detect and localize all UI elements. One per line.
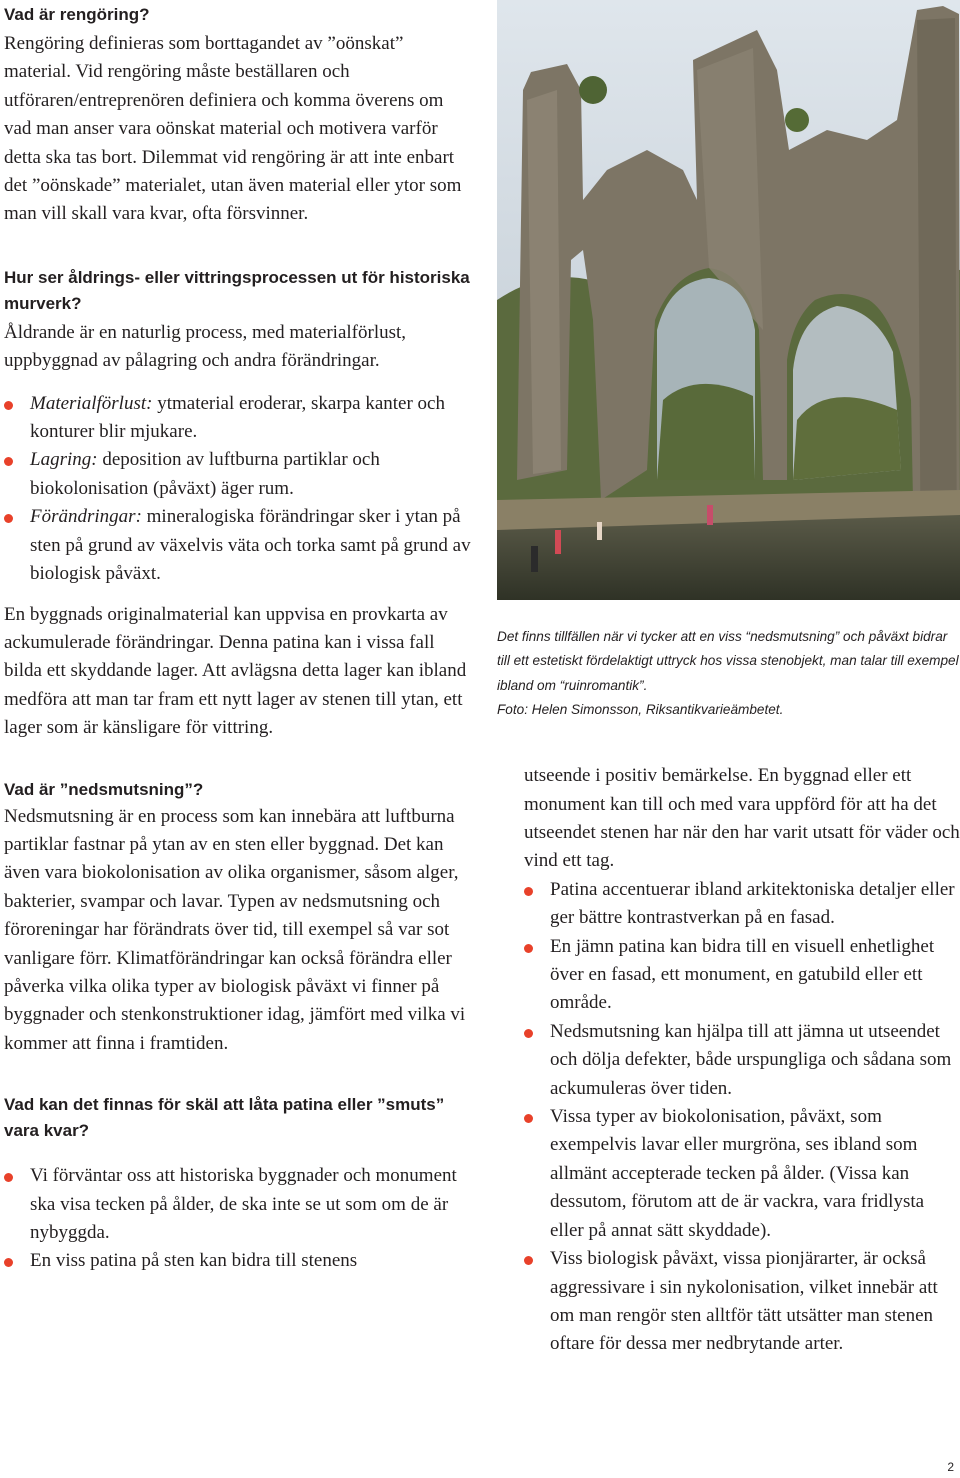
term-label: Lagring: <box>30 449 98 471</box>
list-item-text: Viss biologisk påväxt, vissa pionjärarter, är också aggressivare i sin nykolonisation, vilket innebär att om man rengör sten alltför tätt utsätter man stenen oftare för dessa mer nedbrytande arter. <box>550 1248 938 1355</box>
right-body <box>497 762 960 1359</box>
list-item <box>4 446 474 503</box>
list-item <box>4 1162 474 1247</box>
paragraph-nedsmutsning: Nedsmutsning är en process som kan innebära att luftburna partiklar fastnar på ytan av en sten eller byggnad. Det kan även vara biokolonisation av olika organismer, såsom alger, bakterier, svampar och lavar. Typen av nedsmutsning och föroreningar har förändrats över tid, till exempel så var sot vanligare förr. Klimatförändringar kan också förändra eller påverka vilka olika typer av biologisk påväxt vi finner på byggnader och stenkonstruktioner idag, jämfört med vilka vi kommer att finna i framtiden. <box>4 805 466 1054</box>
bullet-dot <box>4 1258 13 1267</box>
list-item <box>524 1018 960 1103</box>
list-item <box>4 390 474 447</box>
list-item <box>4 1247 474 1275</box>
left-column <box>4 0 474 1276</box>
reasons-list <box>4 1162 474 1276</box>
list-item-text: En jämn patina kan bidra till en visuell enhetlighet över en fasad, ett monument, en gatubild eller ett område. <box>550 935 935 1014</box>
paragraph-aldrande: Åldrande är en naturlig process, med materialförlust, uppbyggnad av pålagring och andra förändringar. <box>4 321 407 372</box>
term-label: Materialförlust: <box>30 392 153 414</box>
bullet-dot <box>4 401 13 410</box>
bullet-dot <box>4 457 13 466</box>
list-item <box>524 1245 960 1359</box>
list-item <box>524 933 960 1018</box>
list-item-text: Vi förväntar oss att historiska byggnader och monument ska visa tecken på ålder, de ska inte se ut som om de är nybyggda. <box>30 1165 457 1243</box>
paragraph-continuation: utseende i positiv bemärkelse. En byggnad eller ett monument kan till och med vara uppförd för att ha det utseendet stenen har när den har varit utsatt för väder och vind ett tag. <box>524 765 960 872</box>
paragraph-originalmaterial: En byggnads originalmaterial kan uppvisa en provkarta av ackumulerade förändringar. Denna patina kan i vissa fall bilda ett skyddande lager. Att avlägsna detta lager kan ibland medföra att man tar fram ett nytt lager av stenen till ytan, ett lager som är känsligare för vittring. <box>4 603 467 739</box>
list-item <box>524 1103 960 1245</box>
heading-vad-ar-rengoring: Vad är rengöring? <box>4 5 150 24</box>
bullet-dot <box>524 887 533 896</box>
heading-aldringsprocess: Hur ser åldrings- eller vittringsprocessen ut för historiska murverk? <box>4 267 470 313</box>
aqueduct-photo <box>497 0 960 600</box>
term-text: mineralogiska förändringar sker i ytan på sten på grund av växelvis väta och torka samt på grund av biologisk påväxt. <box>30 506 471 585</box>
term-text: ytmaterial eroderar, skarpa kanter och konturer blir mjukare. <box>30 392 445 443</box>
right-column <box>497 0 960 1359</box>
page-number: 2 <box>947 1460 954 1474</box>
list-item-text: Nedsmutsning kan hjälpa till att jämna ut utseendet och dölja defekter, både urspungliga och sådana som ackumuleras över tiden. <box>550 1020 952 1099</box>
list-item <box>524 876 960 933</box>
heading-skal-patina: Vad kan det finnas för skäl att låta patina eller ”smuts” vara kvar? <box>4 1095 445 1141</box>
bullet-dot <box>4 514 13 523</box>
photo-credit: Foto: Helen Simonsson, Riksantikvarieämbetet. <box>497 701 784 717</box>
bullet-dot <box>524 944 533 953</box>
list-item-text: Patina accentuerar ibland arkitektoniska detaljer eller ger bättre kontrastverkan på en fasad. <box>550 878 955 929</box>
list-item <box>4 503 474 588</box>
term-text: deposition av luftburna partiklar och biokolonisation (påväxt) äger rum. <box>30 449 380 499</box>
aging-list <box>4 390 474 589</box>
list-item-text: Vissa typer av biokolonisation, påväxt, som exempelvis lavar eller murgröna, ses ibland som allmänt accepterade tecken på ålder. (Vissa kan dessutom, förutom att de är vackra, vara fridlysta eller på annat sätt skyddade). <box>550 1106 925 1241</box>
bullet-dot <box>524 1114 533 1123</box>
bullet-dot <box>4 1173 13 1182</box>
bullet-dot <box>524 1256 533 1265</box>
heading-nedsmutsning: Vad är ”nedsmutsning”? <box>4 779 204 799</box>
bullet-dot <box>524 1029 533 1038</box>
list-item-text: En viss patina på sten kan bidra till stenens <box>30 1250 358 1272</box>
patina-benefits-list <box>524 876 960 1359</box>
paragraph-rengoring: Rengöring definieras som borttagandet av ”oönskat” material. Vid rengöring måste beställaren och utföraren/entreprenören definiera och komma överens om vad man anser vara oönskat material och motivera varför detta ska tas bort. Dilemmat vid rengöring är att inte enbart det ”oönskade” materialet, utan även material eller ytor som man vill skall vara kvar, ofta försvinner. <box>4 33 462 225</box>
photo-caption: Det finns tillfällen när vi tycker att en viss “nedsmutsning” och påväxt bidrar till ett estetiskt fördelaktigt uttryck hos vissa stenobjekt, man talar till exempel ibland om “ruinromantik”. <box>497 629 959 693</box>
term-label: Förändringar: <box>30 506 142 528</box>
